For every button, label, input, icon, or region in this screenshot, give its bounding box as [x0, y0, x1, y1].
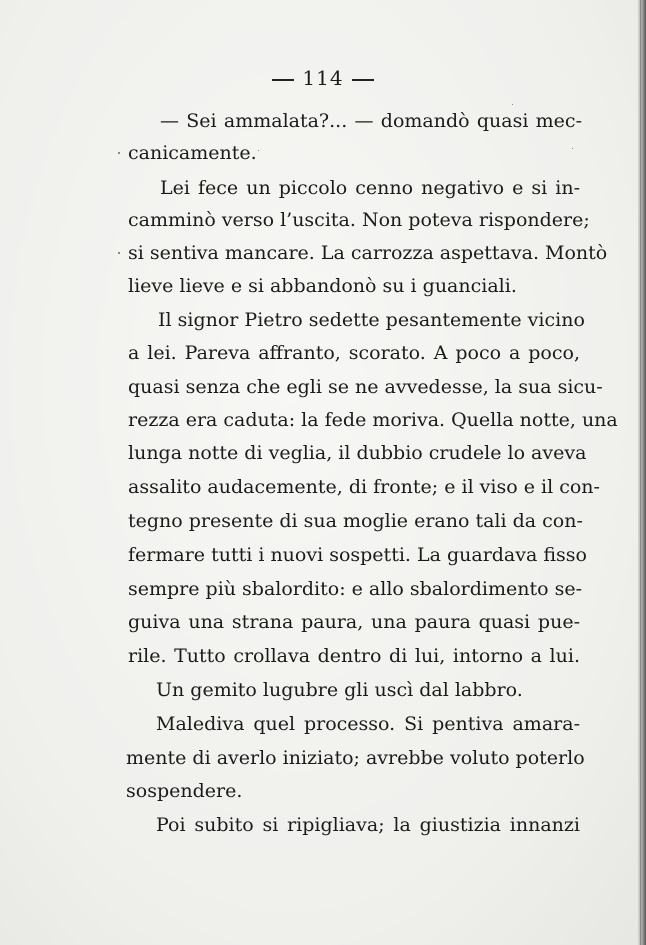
- page-edge-shadow: [638, 0, 646, 945]
- text-line: rezza era caduta: la fede moriva. Quella notte, una: [128, 409, 618, 431]
- text-line: Il signor Pietro sedette pesantemente vicino: [158, 309, 585, 331]
- text-line: si sentiva mancare. La carrozza aspettava. Montò: [128, 242, 608, 264]
- page-number-text: 114: [302, 66, 344, 90]
- paper-speck: [512, 104, 513, 105]
- text-line: rile. Tutto crollava dentro di lui, intorno a lui.: [128, 645, 580, 667]
- text-line: camminò verso l’uscita. Non poteva rispondere;: [128, 209, 590, 231]
- text-line: sospendere.: [126, 780, 243, 802]
- text-line: tegno presente di sua moglie erano tali da con-: [128, 510, 583, 532]
- text-line: mente di averlo iniziato; avrebbe voluto poterlo: [126, 747, 585, 769]
- text-line: guiva una strana paura, una paura quasi pue-: [128, 611, 580, 633]
- text-line: sempre più sbalordito: e allo sbalordimento se-: [128, 578, 582, 600]
- text-line: lunga notte di veglia, il dubbio crudele lo aveva: [128, 442, 587, 464]
- text-line: quasi senza che egli se ne avvedesse, la sua sicu-: [128, 376, 603, 398]
- paper-speck: [118, 252, 120, 254]
- text-line: — Sei ammalata?... — domandò quasi mec-: [160, 110, 582, 132]
- text-line: a lei. Pareva affranto, scorato. A poco a poco,: [128, 342, 580, 364]
- text-line: Un gemito lugubre gli uscì dal labbro.: [156, 679, 523, 701]
- paper-speck: [258, 150, 259, 151]
- paper-speck: [572, 148, 573, 149]
- text-line: Lei fece un piccolo cenno negativo e si in-: [160, 177, 580, 199]
- page-number: [0, 66, 646, 90]
- text-line: canicamente.: [128, 142, 257, 164]
- text-line: lieve lieve e si abbandonò su i guanciali.: [128, 275, 517, 297]
- text-line: Poi subito si ripigliava; la giustizia innanzi: [156, 814, 580, 836]
- page-number-right-dash: [352, 79, 374, 81]
- text-line: Malediva quel processo. Si pentiva amara-: [156, 713, 580, 735]
- paper-speck: [118, 152, 120, 154]
- text-line: fermare tutti i nuovi sospetti. La guardava fisso: [128, 544, 587, 566]
- page-number-left-dash: [272, 79, 294, 81]
- text-line: assalito audacemente, di fronte; e il viso e il con-: [128, 476, 600, 498]
